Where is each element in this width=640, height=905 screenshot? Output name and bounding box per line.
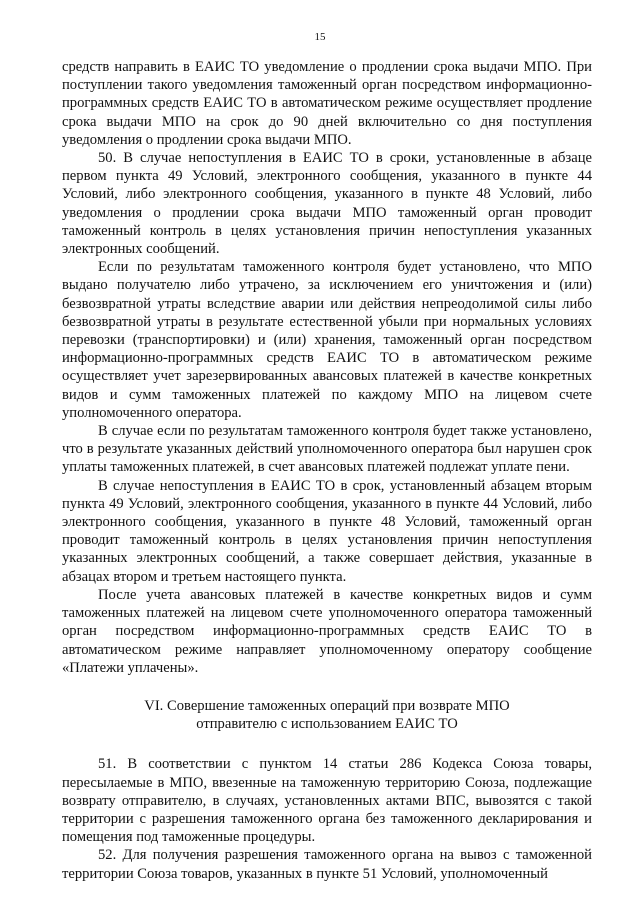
paragraph-50-part5: После учета авансовых платежей в качестве конкретных видов и сумм таможенных платежей на лицевом счете уполномоченного оператора таможенный орган посредством информационно-программных средств ЕАИС ТО в автоматическом режиме направляет уполномоченному оператору сообщение «Платежи уплачены». xyxy=(62,586,592,676)
page-number: 15 xyxy=(314,31,326,43)
document-body xyxy=(62,58,592,883)
paragraph-51: 51. В соответствии с пунктом 14 статьи 286 Кодекса Союза товары, пересылаемые в МПО, ввезенные на таможенную территорию Союза, подлежащие возврату отправителю, в случаях, установленных актами ВПС, вывозятся с такой территории с разрешения таможенного органа без таможенного декларирования и помещения под таможенные процедуры. xyxy=(62,756,592,846)
paragraph-50-part3: В случае если по результатам таможенного контроля будет также установлено, что в результате указанных действий уполномоченного оператора был нарушен срок уплаты таможенных платежей, в счет авансовых платежей подлежат уплате пени. xyxy=(62,423,592,476)
section-heading-line1: VI. Совершение таможенных операций при возврате МПО xyxy=(144,697,510,714)
paragraph-continuation: средств направить в ЕАИС ТО уведомление о продлении срока выдачи МПО. При поступлении такого уведомления таможенный орган посредством информационно-программных средств ЕАИС ТО в автоматическом режиме осуществляет продление срока выдачи МПО на срок до 90 дней включительно со дня поступления уведомления о продлении срока выдачи МПО. xyxy=(62,59,592,148)
paragraph-50: 50. В случае непоступления в ЕАИС ТО в сроки, установленные в абзаце первом пункта 49 Условий, электронного сообщения, указанного в пункте 44 Условий, либо электронного сообщения, указанного в пункте 48 Условий, либо уведомления о продлении срока выдачи МПО таможенный орган проводит таможенный контроль в целях установления причин непоступления указанных электронных сообщений. xyxy=(62,150,592,258)
paragraph-50-part2: Если по результатам таможенного контроля будет установлено, что МПО выдано получателю либо утрачено, за исключением его уничтожения и (или) безвозвратной утраты вследствие аварии или действия непреодолимой силы либо безвозвратной утраты в результате естественной убыли при нормальных условиях перевозки (транспортировки) и (или) хранения, таможенный орган посредством информационно-программных средств ЕАИС ТО в автоматическом режиме осуществляет учет зарезервированных авансовых платежей в качестве конкретных видов и сумм таможенных платежей по каждому МПО на лицевом счете уполномоченного оператора. xyxy=(62,259,592,421)
section-heading xyxy=(62,697,592,733)
paragraph-52: 52. Для получения разрешения таможенного органа на вывоз с таможенной территории Союза товаров, указанных в пункте 51 Условий, уполномоченный xyxy=(62,847,592,882)
paragraph-50-part4: В случае непоступления в ЕАИС ТО в срок, установленный абзацем вторым пункта 49 Условий, электронного сообщения, указанного в пункте 44 Условий, либо электронного сообщения, указанного в пункте 48 Условий, таможенный орган проводит таможенный контроль в целях установления причин непоступления указанных электронных сообщений, а также совершает действия, указанные в абзацах втором и третьем настоящего пункта. xyxy=(62,477,592,585)
section-heading-line2: отправителю с использованием ЕАИС ТО xyxy=(196,716,458,733)
